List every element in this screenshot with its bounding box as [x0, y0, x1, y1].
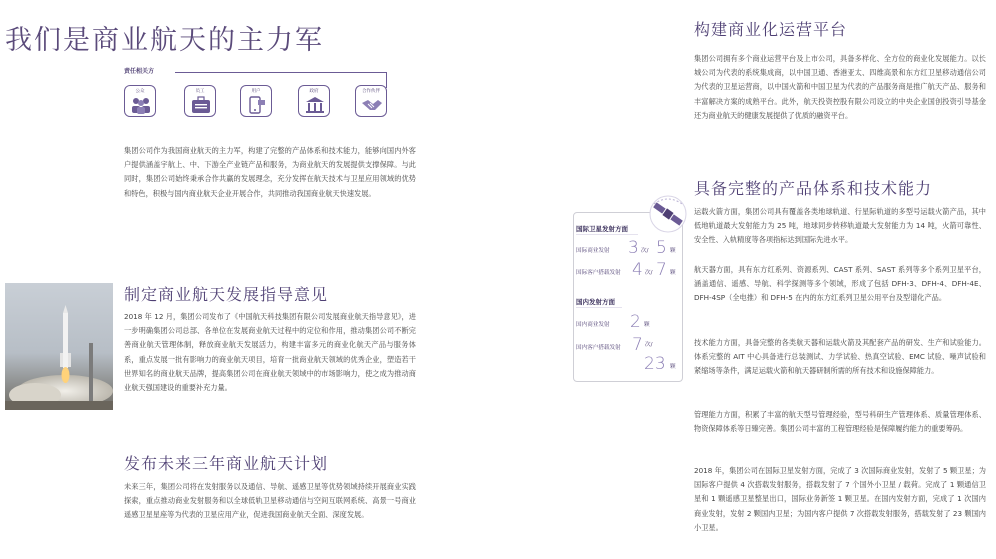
panel-divider — [576, 307, 622, 308]
intl-piggyback-satellites: 7 — [656, 260, 667, 280]
domestic-piggyback-launches: 7 — [632, 335, 643, 355]
capability-paragraph-2018: 2018 年，集团公司在国际卫星发射方面，完成了 3 次国际商业发射，发射了 5 颗卫星；为国际客户提供 4 次搭载发射服务，搭载发射了 7 个国外小卫星 / 载荷。完成了 1 颗通信卫星和 1 颗遥感卫星整星出口，国际业务新签 1 颗卫星。在国内发射方面，完成了 1 次国内商业发射，发射 2 颗国内卫星；为国内客户提供 7 次搭载发射服务，搭载发射了 23 颗国内小卫星。 — [694, 466, 986, 532]
intl-piggyback-label: 国际客户搭载发射 — [576, 270, 621, 276]
domestic-launch-title: 国内发射方面 — [576, 298, 615, 306]
unit-label: 颗 — [670, 248, 676, 254]
three-year-plan-paragraph: 未来三年，集团公司将在发射服务以及通信、导航、遥感卫星等优势领域持续开展商业实践探索，重点推动商业发射服务和以全球低轨卫星移动通信与空间互联网系统、高景一号商业遥感卫星星座等为代表的卫星应用产业，促进我国商业航天全面、深度发展。 — [124, 482, 416, 520]
intl-commercial-launches: 3 — [628, 238, 639, 258]
people-icon — [130, 95, 152, 115]
stakeholder-strip — [120, 66, 392, 126]
main-title: 我们是商业航天的主力军 — [5, 25, 324, 56]
capability-paragraph-management: 管理能力方面，积累了丰富的航天型号管理经验，型号科研生产管理体系、质量管理体系、物资保障体系等日臻完善。集团公司丰富的工程管理经验是保障履约能力的重要筹码。 — [694, 410, 986, 434]
stakeholder-partner — [355, 85, 387, 117]
panel-divider — [576, 234, 638, 235]
divider-line — [175, 72, 387, 73]
government-icon — [304, 95, 326, 115]
domestic-commercial-label: 国内商业发射 — [576, 322, 610, 328]
intro-paragraph: 集团公司作为我国商业航天的主力军，构建了完整的产品体系和技术能力，能够向国内外客户提供涵盖宇航上、中、下游全产业链产品和服务，为商业航天的发展提供支撑保障。与此同时，集团公司始终秉承合作共赢的发展理念，充分发挥在航天技术与卫星应用领域的优势和特色，积极与国内商业航天企业开展合作，共同推动我国商业航天快速发展。 — [124, 146, 416, 198]
stakeholder-user — [240, 85, 272, 117]
intl-piggyback-launches: 4 — [632, 260, 643, 280]
unit-label: 颗 — [670, 270, 676, 276]
section-title-three-year-plan: 发布未来三年商业航天计划 — [124, 454, 329, 473]
section-title-guidelines: 制定商业航天发展指导意见 — [124, 285, 329, 304]
stakeholder-government — [298, 85, 330, 117]
unit-label: 次/ — [645, 342, 653, 348]
guidelines-paragraph: 2018 年 12 月，集团公司发布了《中国航天科技集团有限公司发展商业航天指导意见》，进一步明确集团公司总部、各单位在发展商业航天过程中的定位和作用，推动集团公司不断完善商业航天管理体制，释放商业航天发展活力，构建丰富多元的商业化航天产品与服务体系，重点发展一批有影响力的商业航天项目，培育一批商业航天领域的优秀企业，塑造若干世界知名的商业航天品牌，提高集团公司在商业航天领域中的市场影响力，使之成为推动商业航天强国建设的重要补充力量。 — [124, 312, 416, 393]
unit-label: 颗 — [644, 322, 650, 328]
unit-label: 颗 — [670, 364, 676, 370]
user-icon — [246, 95, 268, 115]
stakeholder-caption: 政府 — [309, 89, 319, 94]
handshake-icon — [361, 95, 383, 115]
intl-commercial-satellites: 5 — [656, 238, 667, 258]
unit-label: 次/ — [641, 248, 649, 254]
intl-commercial-label: 国际商业发射 — [576, 248, 610, 254]
capability-paragraph-rockets: 运载火箭方面，集团公司具有覆盖各类地球轨道、行星际轨道的多型号运载火箭产品，其中低地轨道最大发射能力为 25 吨，地球同步转移轨道最大发射能力为 14 吨，火箭可靠性、安全性、入轨精度等各项指标达到国际先进水平。 — [694, 207, 986, 245]
satellite-icon — [642, 190, 694, 236]
stakeholder-caption: 用户 — [251, 89, 261, 94]
stakeholder-employee — [184, 85, 216, 117]
stakeholder-caption: 公众 — [135, 89, 145, 94]
stakeholder-caption: 合作伙伴 — [362, 89, 380, 94]
capability-paragraph-spacecraft: 航天器方面，具有东方红系列、资源系列、CAST 系列、SAST 系列等多个系列卫星平台，涵盖通信、遥感、导航、科学探测等多个领域，形成了包括 DFH-3、DFH-4、DFH-4E、DFH-4SP（全电推）和 DFH-5 在内的东方红系列卫星公用平台及型谱化产品。 — [694, 265, 986, 303]
stakeholder-public — [124, 85, 156, 117]
rocket-icon — [5, 283, 113, 410]
domestic-piggyback-label: 国内客户搭载发射 — [576, 345, 621, 351]
unit-label: 次/ — [645, 270, 653, 276]
section-title-platform: 构建商业化运营平台 — [694, 20, 848, 39]
stakeholder-caption: 员工 — [195, 89, 205, 94]
intl-launch-title: 国际卫星发射方面 — [576, 225, 628, 233]
section-title-capability: 具备完整的产品体系和技术能力 — [694, 179, 933, 198]
domestic-commercial-satellites: 2 — [630, 312, 641, 332]
employee-icon — [190, 95, 212, 115]
capability-paragraph-technology: 技术能力方面，具备完整的各类航天器和运载火箭及其配套产品的研发、生产和试验能力。体系完整的 AIT 中心具备进行总装测试、力学试验、热真空试验、EMC 试验、噪声试验和紧缩场等条件，满足运载火箭和航天器研制所需的所有技术和设施保障能力。 — [694, 338, 986, 376]
divider-tick — [386, 72, 387, 88]
platform-paragraph: 集团公司拥有多个商业运营平台及上市公司，具备多样化、全方位的商业化发展能力。以长城公司为代表的系统集成商，以中国卫通、香港亚太、四维高景和东方红卫星移动通信公司为代表的卫星运营商，以中国火箭和中国卫星为代表的产品服务商是推广航天产品、服务和丰富解决方案的成熟平台。此外，航天投资控股有限公司设立的中央企业国创投资引导基金还为商业航天的健康发展提供了优质的融资平台。 — [694, 54, 986, 120]
domestic-piggyback-satellites: 23 — [644, 354, 666, 374]
stakeholder-label: 责任相关方 — [124, 68, 155, 75]
rocket-launch-photo — [5, 283, 113, 410]
